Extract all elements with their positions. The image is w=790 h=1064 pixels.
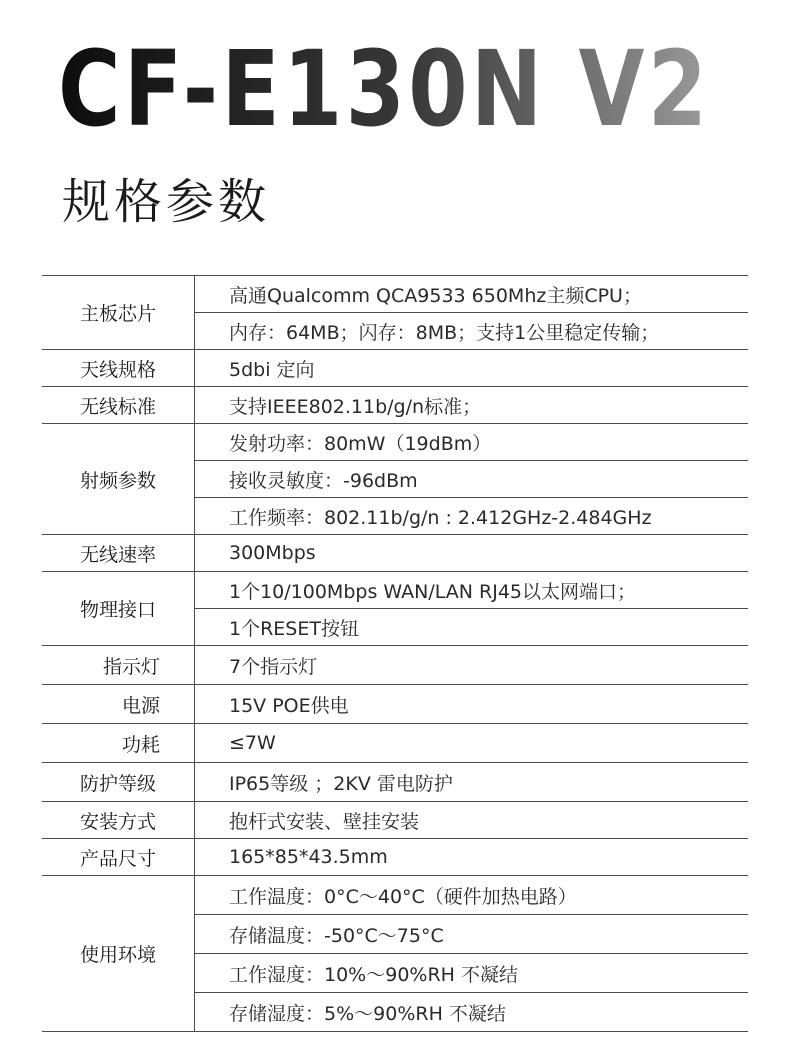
spec-value: ≤7W xyxy=(195,724,749,763)
spec-value: 工作频率：802.11b/g/n : 2.412GHz-2.484GHz xyxy=(195,498,749,535)
spec-value: 内存：64MB；闪存：8MB；支持1公里稳定传输； xyxy=(195,313,749,350)
spec-value: 存储温度：-50°C～75°C xyxy=(195,915,749,954)
spec-label: 天线规格 xyxy=(42,350,195,387)
spec-value: 发射功率：80mW（19dBm） xyxy=(195,424,749,461)
spec-value: 高通Qualcomm QCA9533 650Mhz主频CPU； xyxy=(195,276,749,313)
spec-label: 功耗 xyxy=(42,724,195,763)
table-row xyxy=(42,387,748,424)
table-row xyxy=(42,724,748,763)
spec-value: 存储湿度：5%～90%RH 不凝结 xyxy=(195,993,749,1032)
spec-label: 使用环境 xyxy=(42,876,195,1032)
spec-label: 指示灯 xyxy=(42,646,195,685)
spec-label: 物理接口 xyxy=(42,572,195,646)
table-row xyxy=(42,763,748,802)
spec-value: 接收灵敏度：-96dBm xyxy=(195,461,749,498)
spec-value: 1个10/100Mbps WAN/LAN RJ45以太网端口； xyxy=(195,572,749,609)
table-row xyxy=(42,572,748,609)
spec-value: 5dbi 定向 xyxy=(195,350,749,387)
spec-label: 产品尺寸 xyxy=(42,839,195,876)
spec-value: 15V POE供电 xyxy=(195,685,749,724)
table-row xyxy=(42,802,748,839)
spec-value: 抱杆式安装、壁挂安装 xyxy=(195,802,749,839)
table-row xyxy=(42,685,748,724)
table-row xyxy=(42,276,748,313)
table-row xyxy=(42,424,748,461)
table-row xyxy=(42,535,748,572)
spec-value: 1个RESET按钮 xyxy=(195,609,749,646)
table-row xyxy=(42,646,748,685)
spec-value: 7个指示灯 xyxy=(195,646,749,685)
spec-label: 无线速率 xyxy=(42,535,195,572)
model-title: CF-E130N V2 xyxy=(58,28,711,150)
spec-label: 防护等级 xyxy=(42,763,195,802)
spec-value: 300Mbps xyxy=(195,535,749,572)
table-row xyxy=(42,876,748,915)
table-row xyxy=(42,350,748,387)
section-title: 规格参数 xyxy=(62,174,271,230)
spec-label: 主板芯片 xyxy=(42,276,195,350)
spec-label: 安装方式 xyxy=(42,802,195,839)
spec-value: 工作湿度：10%～90%RH 不凝结 xyxy=(195,954,749,993)
spec-label: 射频参数 xyxy=(42,424,195,535)
spec-value: IP65等级 ；2KV 雷电防护 xyxy=(195,763,749,802)
spec-value: 工作温度：0°C～40°C（硬件加热电路） xyxy=(195,876,749,915)
spec-value: 165*85*43.5mm xyxy=(195,839,749,876)
table-row xyxy=(42,839,748,876)
spec-value: 支持IEEE802.11b/g/n标准； xyxy=(195,387,749,424)
spec-table xyxy=(42,275,748,1032)
spec-label: 电源 xyxy=(42,685,195,724)
spec-label: 无线标准 xyxy=(42,387,195,424)
